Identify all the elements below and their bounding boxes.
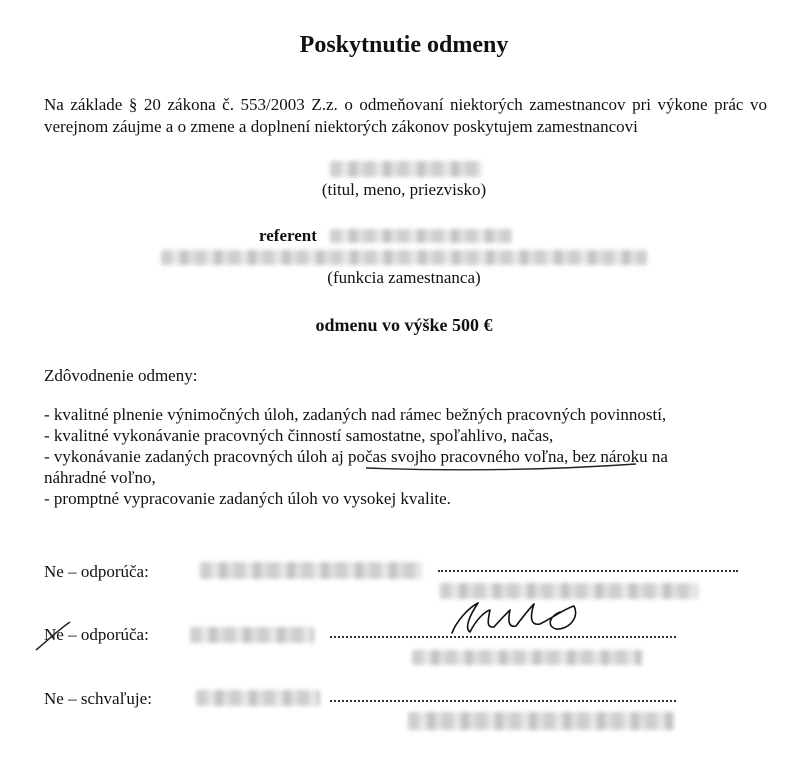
approval-label-2: Ne – odporúča: [44, 625, 149, 644]
reward-amount: odmenu vo výške 500 € [315, 315, 493, 335]
list-item: - vykonávanie zadaných pracovných úloh aj počas svojho pracovného voľna, bez nároku na [44, 447, 668, 466]
redacted-approver-title-3 [408, 712, 674, 730]
position-caption: (funkcia zamestnanca) [327, 268, 481, 287]
document-title: Poskytnutie odmeny [299, 32, 509, 58]
list-item: - kvalitné vykonávanie pracovných činností samostatne, spoľahlivo, načas, [44, 426, 554, 445]
redacted-approver-title-2 [412, 650, 642, 665]
redacted-approver-name-3 [196, 690, 320, 706]
approval-label-3: Ne – schvaľuje: [44, 689, 152, 708]
justification-heading: Zdôvodnenie odmeny: [44, 366, 198, 385]
position-prefix: referent [259, 226, 317, 245]
list-item: - promptné vypracovanie zadaných úloh vo vysokej kvalite. [44, 489, 451, 508]
list-item: - kvalitné plnenie výnimočných úloh, zadaných nad rámec bežných pracovných povinností, [44, 405, 667, 424]
employee-caption: (titul, meno, priezvisko) [321, 180, 487, 199]
intro-paragraph: Na základe § 20 zákona č. 553/2003 Z.z. o odmeňovaní niektorých zamestnancov pri výkone prác vo verejnom záujme a o zmene a doplnení niektorých zákonov poskytujem zamestnancovi [44, 95, 767, 136]
list-item: náhradné voľno, [44, 468, 156, 487]
approval-label-1: Ne – odporúča: [44, 562, 149, 581]
signature-line-3 [330, 700, 676, 702]
